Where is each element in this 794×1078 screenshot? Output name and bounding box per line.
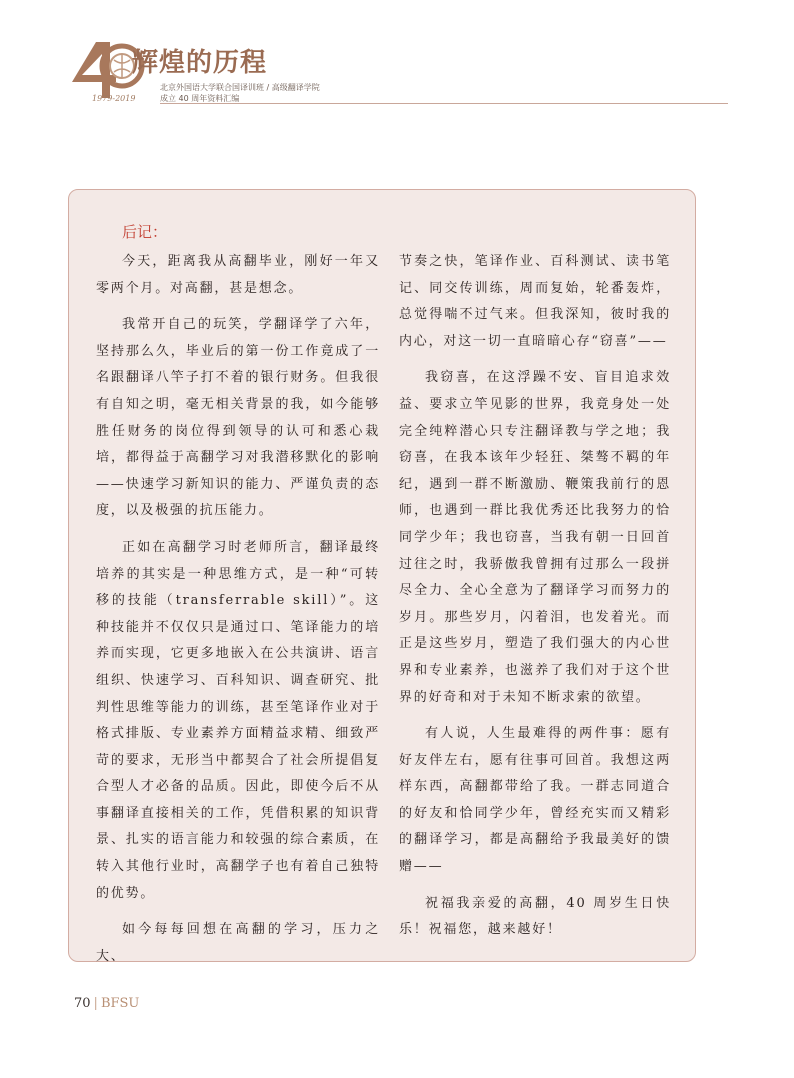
section-heading: 后记：: [122, 223, 168, 241]
publication-subtitle-2: 成立 40 周年资料汇编: [160, 94, 240, 103]
footer-separator: |: [93, 996, 98, 1011]
paragraph: 今天，距离我从高翻毕业，刚好一年又零两个月。对高翻，甚是想念。: [96, 254, 380, 296]
paragraph: 我窃喜，在这浮躁不安、盲目追求效益、要求立竿见影的世界，我竟身处一处完全纯粹潜心只专注翻译教与学之地；我窃喜，在我本该年少轻狂、桀骜不羁的年纪，遇到一群不断激励、鞭策我前行的恩师，也遇到一群比我优秀还比我努力的恰同学少年；我也窃喜，当我有朝一日回首过往之时，我骄傲我曾拥有过那么一段拼尽全力、全心全意为了翻译学习而努力的岁月。那些岁月，闪着泪，也发着光。而正是这些岁月，塑造了我们强大的内心世界和专业素养，也滋养了我们对于这个世界的好奇和对于未知不断求索的欲望。: [399, 370, 671, 705]
paragraph: 有人说，人生最难得的两件事：愿有好友伴左右，愿有往事可回首。我想这两样东西，高翻都带给了我。一群志同道合的好友和恰同学少年，曾经充实而又精彩的翻译学习，都是高翻给予我最美好的馈赠——: [399, 726, 671, 875]
publication-title: 辉煌的历程: [132, 48, 268, 78]
page-number: 70: [74, 996, 91, 1011]
header-divider: [160, 103, 728, 104]
footer-brand: BFSU: [100, 996, 140, 1011]
right-column: [399, 249, 671, 954]
paragraph: 我常开自己的玩笑，学翻译学了六年，坚持那么久，毕业后的第一份工作竟成了一名跟翻译八竿子打不着的银行财务。但我很有自知之明，毫无相关背景的我，如今能够胜任财务的岗位得到领导的认可和悉心栽培，都得益于高翻学习对我潜移默化的影响——快速学习新知识的能力、严谨负责的态度，以及极强的抗压能力。: [96, 317, 380, 519]
paragraph: 节奏之快，笔译作业、百科测试、读书笔记、同交传训练，周而复始，轮番轰炸，总觉得喘不过气来。但我深知，彼时我的内心，对这一切一直暗暗心存“窃喜”——: [399, 254, 671, 349]
paragraph: 如今每每回想在高翻的学习，压力之大、: [96, 922, 380, 964]
page-header: [0, 0, 794, 110]
paragraph: 祝福我亲爱的高翻，40 周岁生日快乐！祝福您，越来越好！: [399, 895, 671, 938]
paragraph: 正如在高翻学习时老师所言，翻译最终培养的其实是一种思维方式，是一种“可转移的技能（transferrable skill）”。这种技能并不仅仅只是通过口、笔译能力的培养而实现，它更多地嵌入在公共演讲、语言组织、快速学习、百科知识、调查研究、批判性思维等能力的训练，甚至笔译作业对于格式排版、专业素养方面精益求精、细致严苛的要求，无形当中都契合了社会所提倡复合型人才必备的品质。因此，即使今后不从事翻译直接相关的工作，凭借积累的知识背景、扎实的语言能力和较强的综合素质，在转入其他行业时，高翻学子也有着自己独特的优势。: [96, 539, 380, 901]
publication-subtitle: 北京外国语大学联合国译训班 / 高级翻译学院: [160, 83, 320, 92]
page-footer: [74, 996, 139, 1011]
anniversary-years: 1979-2019: [92, 94, 136, 103]
left-column: [96, 249, 380, 980]
